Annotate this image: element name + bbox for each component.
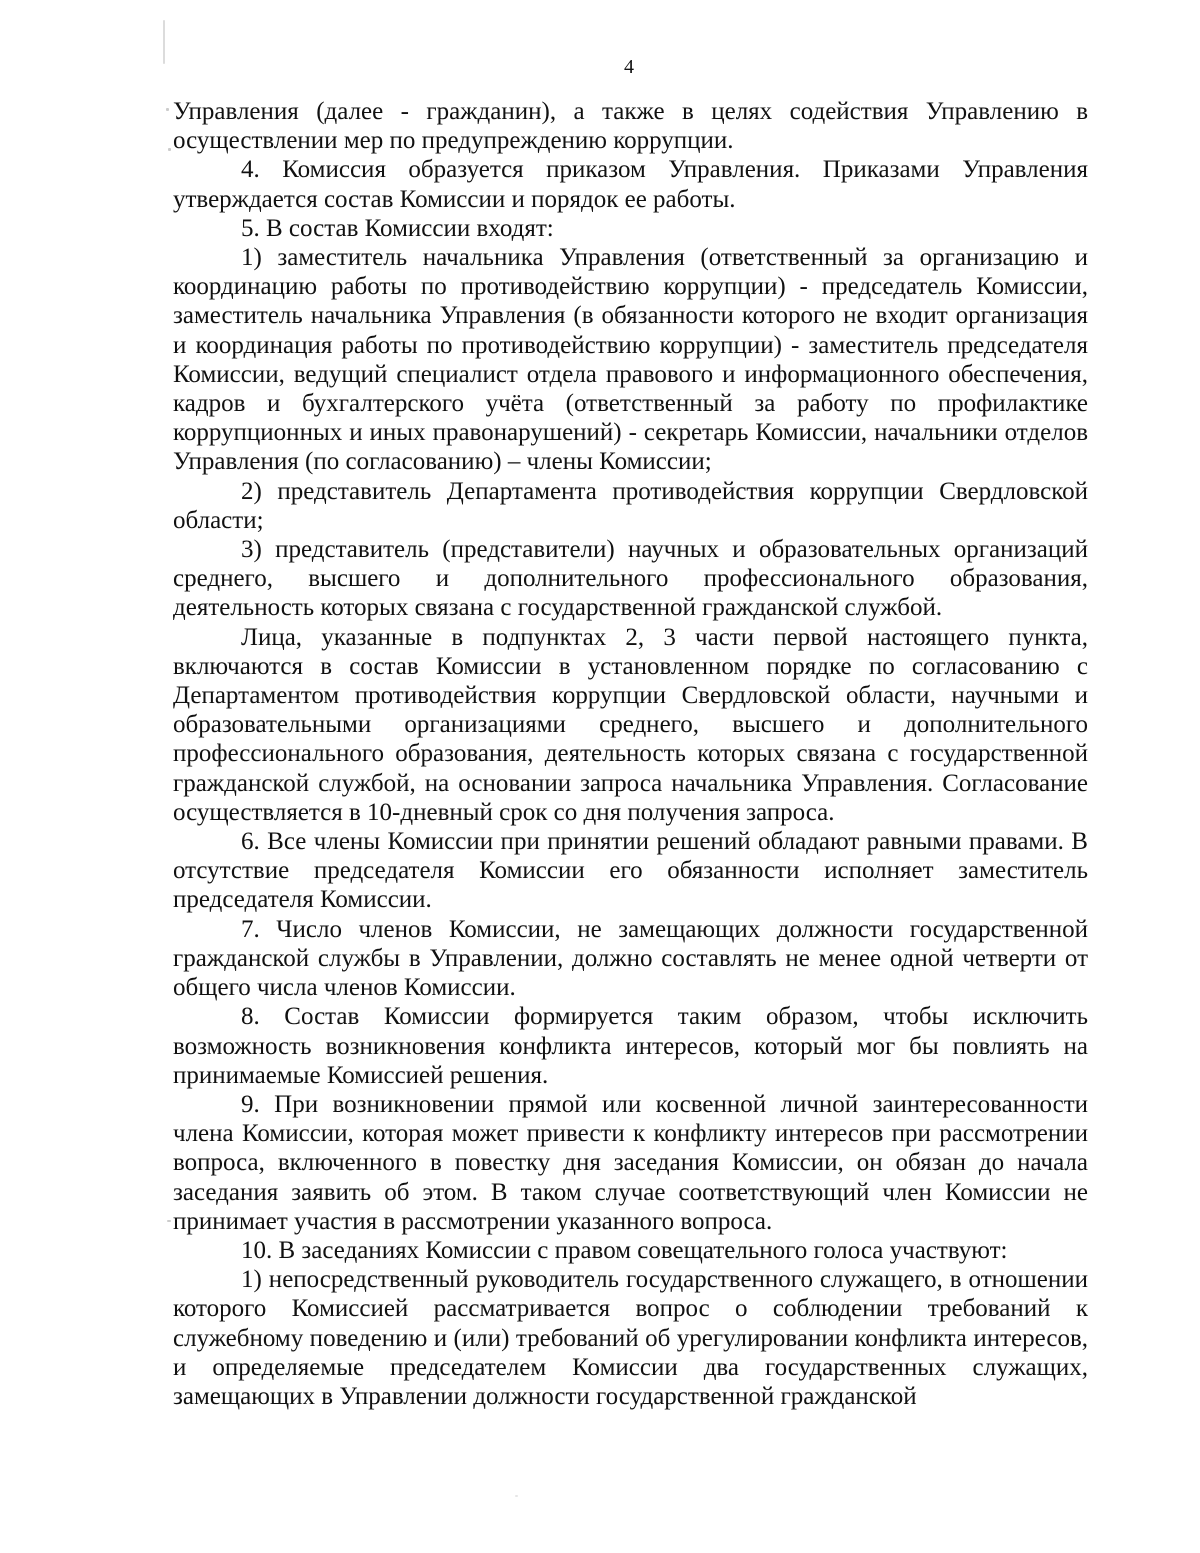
paragraph-item-7: 7. Число членов Комиссии, не замещающих должности государственной гражданской службы в Управлении, должно составлять не менее одной четверти от общего числа членов Комиссии. (173, 915, 1088, 1002)
paragraph-continuation: Управления (далее - гражданин), а также в целях содействия Управлению в осуществлении мер по предупреждению коррупции. (173, 98, 1088, 155)
paragraph-item-5: 5. В состав Комиссии входят: (241, 214, 554, 242)
subparagraph-5-3: 3) представитель (представители) научных и образовательных организаций среднего, высшего и дополнительного профессионального образования, деятельность которых связана с государственной гражданской службой. (173, 536, 1088, 622)
scan-artifact (166, 108, 169, 111)
subparagraph-5-1: 1) заместитель начальника Управления (ответственный за организацию и координацию работы по противодействию коррупции) - председатель Комиссии, заместитель начальника Управления (в обязанности которого не входит организация и координация работы по противодействию коррупции) - заместитель председателя Комиссии, ведущий специалист отдела правового и информационного обеспечения, кадров и бухгалтерского учёта (ответственный за работу по профилактике коррупционных и иных правонарушений) - секретарь Комиссии, начальники отделов Управления (по согласованию) – члены Комиссии; (173, 244, 1088, 476)
scan-artifact (163, 20, 165, 64)
paragraph-item-8: 8. Состав Комиссии формируется таким образом, чтобы исключить возможность возникновения конфликта интересов, который мог бы повлиять на принимаемые Комиссией решения. (173, 1003, 1088, 1089)
paragraph-item-4: 4. Комиссия образуется приказом Управления. Приказами Управления утверждается состав Комиссии и порядок ее работы. (173, 156, 1088, 213)
paragraph-item-9: 9. При возникновении прямой или косвенной личной заинтересованности члена Комиссии, которая может привести к конфликту интересов при рассмотрении вопроса, включенного в повестку дня заседания Комиссии, он обязан до начала заседания заявить об этом. В таком случае соответствующий член Комиссии не принимает участия в рассмотрении указанного вопроса. (173, 1090, 1088, 1235)
paragraph-item-5-persons: Лица, указанные в подпунктах 2, 3 части первой настоящего пункта, включаются в состав Комиссии в установленном порядке по согласованию с Департаментом противодействия коррупции Свердловской области, научными и образовательными организациями среднего, высшего и дополнительного профессионального образования, деятельность которых связана с государственной гражданской службой, на основании запроса начальника Управления. Согласование осуществляется в 10-дневный срок со дня получения запроса. (173, 623, 1088, 826)
scan-artifact (168, 148, 171, 151)
page-number: 4 (624, 56, 634, 78)
paragraph-item-10: 10. В заседаниях Комиссии с правом совещательного голоса участвуют: (241, 1236, 1008, 1264)
scan-artifact (515, 1495, 518, 1497)
paragraph-item-6: 6. Все члены Комиссии при принятии решений обладают равными правами. В отсутствие председателя Комиссии его обязанности исполняет заместитель председателя Комиссии. (173, 828, 1088, 914)
subparagraph-10-1: 1) непосредственный руководитель государственного служащего, в отношении которого Комиссией рассматривается вопрос о соблюдении требований к служебному поведению и (или) требований об урегулировании конфликта интересов, и определяемые председателем Комиссии два государственных служащих, замещающих в Управлении должности государственной гражданской (173, 1266, 1088, 1410)
subparagraph-5-2: 2) представитель Департамента противодействия коррупции Свердловской области; (173, 477, 1088, 534)
document-body (173, 97, 1088, 1411)
scan-artifact (167, 1220, 171, 1222)
